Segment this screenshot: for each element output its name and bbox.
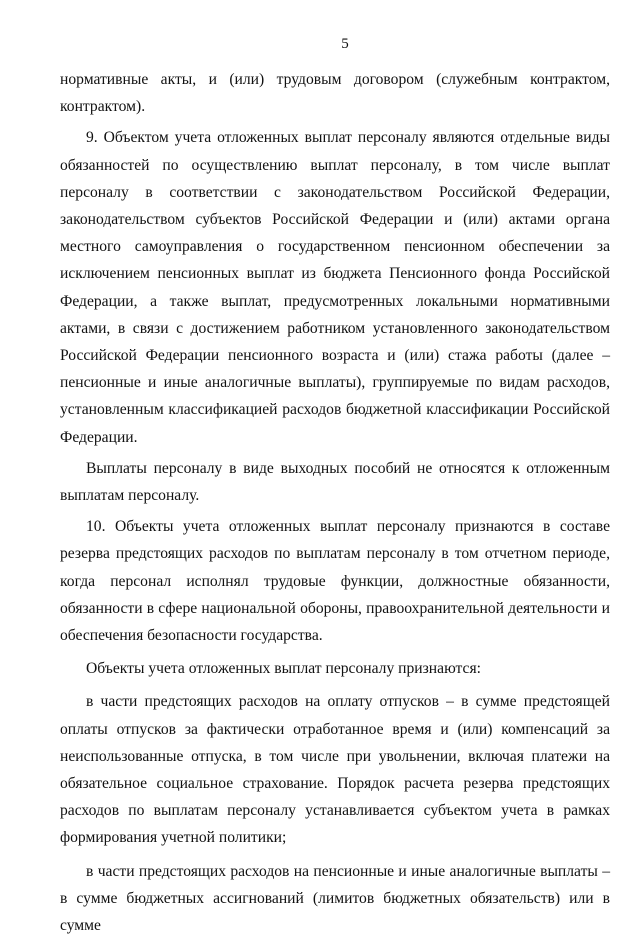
- paragraph-pension-expenses: в части предстоящих расходов на пенсионные и иные аналогичные выплаты – в сумме бюджетных ассигнований (лимитов бюджетных обязательств) или в сумме: [60, 862, 610, 935]
- paragraph-severance-note: Выплаты персоналу в виде выходных пособий не относятся к отложенным выплатам персоналу.: [60, 459, 610, 505]
- paragraph-recognition-intro: Объекты учета отложенных выплат персоналу признаются:: [86, 660, 481, 678]
- paragraph-continuation: нормативные акты, и (или) трудовым договором (служебным контрактом, контрактом).: [60, 71, 610, 116]
- page-number: 5: [341, 36, 349, 52]
- paragraph-item-9: 9. Объектом учета отложенных выплат персоналу являются отдельные виды обязанностей по осуществлению выплат персоналу, в том числе выплат персоналу в соответствии с законодательством Российской Федерации, законодательством субъектов Российской Федерации и (или) актами органа местного самоуправления о государственном пенсионном обеспечении за исключением пенсионных выплат из бюджета Пенсионного фонда Российской Федерации, а также выплат, предусмотренных локальными нормативными актами, в связи с достижением работником установленного законодательством Российской Федерации пенсионного возраста и (или) стажа работы (далее – пенсионные и иные аналогичные выплаты), группируемые по видам расходов, установленным классификацией расходов бюджетной классификации Российской Федерации.: [60, 129, 610, 446]
- paragraph-vacation-expenses: в части предстоящих расходов на оплату отпусков – в сумме предстоящей оплаты отпусков за фактически отработанное время и (или) компенсаций за неиспользованные отпуска, в том числе при увольнении, включая платежи на обязательное социальное страхование. Порядок расчета резерва предстоящих расходов по выплатам персоналу устанавливается субъектом учета в рамках формирования учетной политики;: [60, 693, 610, 847]
- paragraph-item-10: 10. Объекты учета отложенных выплат персоналу признаются в составе резерва предстоящих расходов по выплатам персоналу в том отчетном периоде, когда персонал исполнял трудовые функции, должностные обязанности, обязанности в сфере национальной обороны, правоохранительной деятельности и обеспечения безопасности государства.: [60, 518, 610, 645]
